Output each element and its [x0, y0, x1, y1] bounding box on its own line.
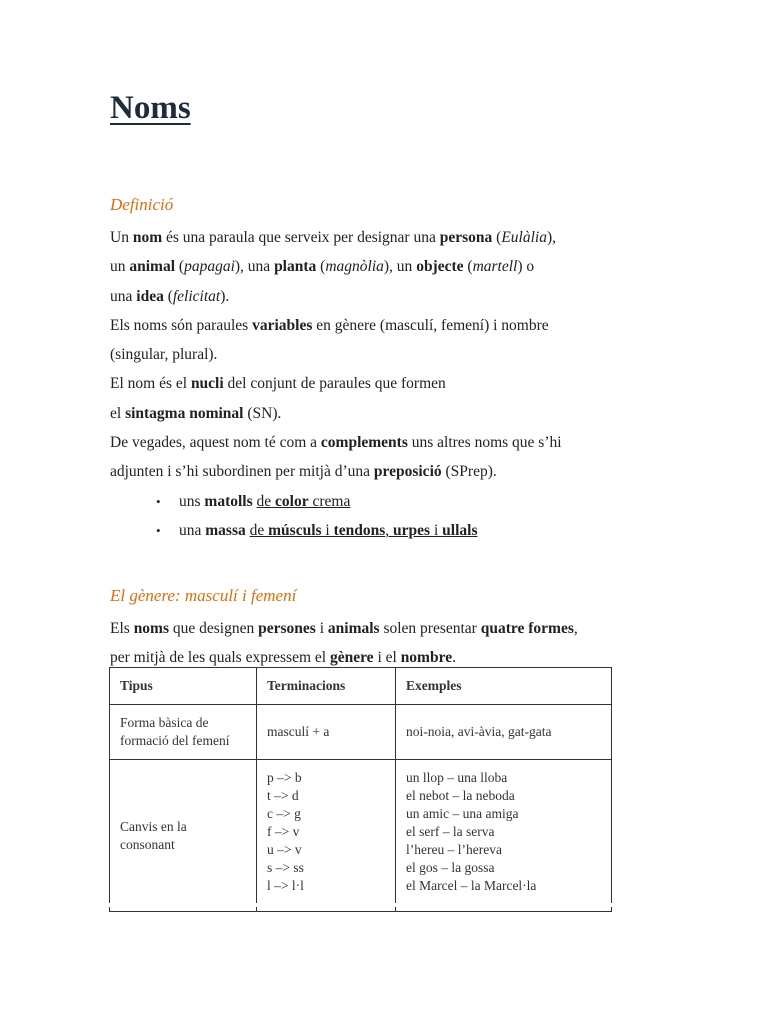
text-run: nom	[132, 229, 163, 246]
text-run: (	[492, 229, 502, 246]
text-run: Els noms són paraules	[110, 316, 253, 334]
text-run: ).	[220, 287, 230, 305]
text-run: persona	[439, 229, 493, 246]
cell-text: u –> v	[267, 842, 302, 857]
text-run: uns	[179, 493, 205, 510]
paragraph-line	[110, 223, 562, 252]
page-title: Noms	[110, 90, 191, 126]
text-run: una	[179, 522, 206, 540]
cell-text: f –> v	[267, 824, 300, 839]
text-run: variables	[252, 316, 313, 334]
table-cell-tipus	[110, 760, 257, 912]
text-run: el	[110, 404, 126, 422]
text-run: sintagma nominal	[125, 404, 244, 422]
table-cut-edge	[108, 903, 614, 907]
text-run: quatre formes	[480, 620, 574, 637]
cell-text: s –> ss	[267, 860, 304, 875]
table-header-row	[110, 668, 612, 705]
definition-paragraph	[110, 223, 562, 487]
gender-forms-table	[109, 667, 612, 912]
text-run: ),	[546, 229, 556, 246]
cell-text: el Marcel – la Marcel·la	[406, 878, 537, 893]
cell-text: c –> g	[267, 806, 301, 821]
cell-text: l –> l·l	[267, 878, 304, 893]
table-cell-exemples	[396, 705, 612, 760]
text-run: de	[249, 522, 269, 540]
text-run: magnòlia	[325, 258, 384, 276]
text-run: que designen	[169, 620, 259, 637]
text-run: ,	[385, 522, 394, 540]
bullet-icon: •	[156, 494, 161, 509]
cell-text: el serf – la serva	[406, 824, 495, 839]
bullet-item	[156, 516, 477, 545]
cell-text: Forma bàsica de	[120, 715, 209, 730]
table-cell-terminacions	[257, 705, 396, 760]
text-run: preposició	[373, 463, 442, 481]
text-run: i	[430, 522, 443, 540]
text-run: (SPrep).	[441, 463, 497, 481]
text-run: Un	[110, 229, 133, 246]
text-run: nucli	[190, 375, 224, 393]
text-run: papagai	[184, 258, 235, 276]
bullet-icon: •	[156, 523, 161, 539]
text-run: nombre	[400, 649, 453, 667]
text-run: El nom és el	[110, 375, 191, 393]
paragraph-line	[110, 252, 562, 281]
section-heading-genere: El gènere: masculí i femení	[110, 586, 297, 605]
text-run: i	[321, 522, 334, 540]
table-cell-terminacions	[257, 760, 396, 912]
table-cell-exemples	[396, 760, 612, 912]
cell-text: un amic – una amiga	[406, 806, 519, 821]
text-run: una	[110, 287, 137, 305]
text-run: animals	[327, 620, 380, 637]
text-run: músculs	[268, 522, 322, 540]
cell-text: p –> b	[267, 770, 302, 785]
text-run: persones	[258, 620, 316, 637]
cell-text: un llop – una lloba	[406, 770, 508, 785]
text-run: (	[175, 258, 185, 276]
cell-text: consonant	[120, 836, 175, 852]
text-run: animal	[129, 258, 176, 276]
table-row	[110, 705, 612, 760]
text-run: .	[452, 649, 456, 667]
paragraph-line	[110, 369, 562, 398]
text-run: Els	[110, 620, 134, 637]
text-run: complements	[320, 434, 408, 452]
text-run: De vegades, aquest nom té com a	[110, 434, 321, 452]
text-run: ,	[573, 620, 578, 637]
text-run: color	[275, 493, 309, 510]
table-cell-tipus	[110, 705, 257, 760]
paragraph-line	[110, 428, 562, 457]
cell-text: l’hereu – l’hereva	[406, 842, 502, 857]
paragraph-line	[110, 457, 562, 486]
text-run: tendons	[333, 522, 386, 540]
text-run: (	[163, 287, 173, 305]
cell-text: formació del femení	[120, 733, 230, 748]
text-run: ), una	[234, 258, 275, 276]
bullet-item	[156, 487, 477, 516]
paragraph-line	[110, 399, 562, 428]
text-run: i	[315, 620, 328, 637]
text-run: martell	[472, 258, 518, 276]
table-row	[110, 760, 612, 912]
section-heading-definicio: Definició	[110, 195, 174, 214]
text-run: en gènere (masculí, femení) i nombre	[312, 316, 549, 334]
paragraph-line	[110, 282, 562, 311]
text-run: (	[316, 258, 326, 276]
text-run: gènere	[329, 649, 374, 667]
text-run: per mitjà de les quals expressem el	[110, 649, 330, 667]
text-run: planta	[274, 258, 317, 276]
text-run: ), un	[383, 258, 417, 276]
cell-text: el gos – la gossa	[406, 860, 495, 875]
text-run: uns altres noms que s’hi	[407, 434, 562, 452]
cell-text: noi-noia, avi-àvia, gat-gata	[406, 724, 552, 739]
text-run: i el	[373, 649, 401, 667]
table-header-tipus: Tipus	[110, 668, 257, 705]
text-run: urpes	[393, 522, 431, 540]
cell-text: t –> d	[267, 788, 299, 803]
text-run: objecte	[416, 258, 464, 276]
text-run: (	[463, 258, 473, 276]
example-bullet-list	[156, 487, 477, 546]
cell-text: masculí + a	[267, 724, 330, 739]
table-header-exemples: Exemples	[396, 668, 612, 705]
text-run: del conjunt de paraules que formen	[223, 375, 446, 393]
text-run: matolls	[204, 493, 253, 510]
paragraph-line	[110, 340, 562, 369]
text-run: massa	[205, 522, 246, 540]
text-run: ) o	[517, 258, 535, 276]
text-run: (singular, plural).	[110, 346, 218, 364]
text-run: solen presentar	[379, 620, 481, 637]
text-run: és una paraula que serveix per designar una	[162, 229, 440, 246]
text-run: noms	[133, 620, 170, 637]
text-run: idea	[136, 287, 164, 305]
text-run: Eulàlia	[501, 229, 547, 246]
text-run: (SN).	[243, 404, 282, 422]
cell-text: Canvis en la	[120, 818, 187, 834]
text-run: de	[256, 493, 276, 510]
table-header-terminacions: Terminacions	[257, 668, 396, 705]
paragraph-line	[110, 614, 578, 643]
text-run: adjunten i s’hi subordinen per mitjà d’una	[110, 463, 374, 481]
text-run: crema	[308, 493, 351, 510]
cell-text: el nebot – la neboda	[406, 788, 515, 803]
gender-paragraph	[110, 614, 578, 673]
text-run: ullals	[442, 522, 478, 540]
paragraph-line	[110, 311, 562, 340]
text-run: felicitat	[172, 287, 221, 305]
text-run: un	[110, 258, 130, 276]
